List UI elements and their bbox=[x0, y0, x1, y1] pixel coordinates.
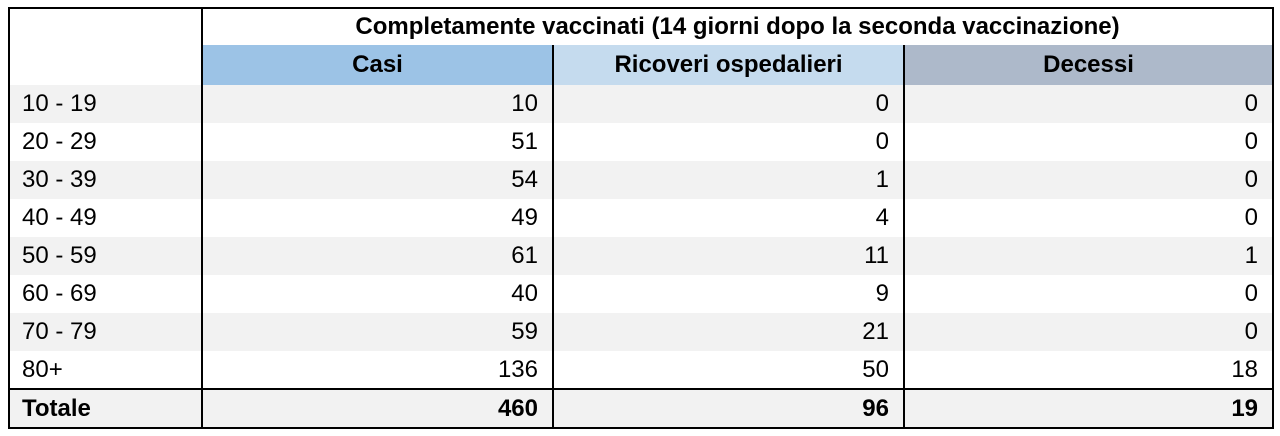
age-label: 40 - 49 bbox=[9, 199, 202, 237]
decessi-value: 0 bbox=[904, 275, 1273, 313]
ricoveri-value: 11 bbox=[553, 237, 904, 275]
ricoveri-value: 0 bbox=[553, 123, 904, 161]
corner-cell bbox=[9, 8, 202, 85]
total-casi-value: 460 bbox=[202, 389, 553, 428]
total-decessi-value: 19 bbox=[904, 389, 1273, 428]
age-label: 70 - 79 bbox=[9, 313, 202, 351]
ricoveri-value: 4 bbox=[553, 199, 904, 237]
table-title: Completamente vaccinati (14 giorni dopo la seconda vaccinazione) bbox=[202, 8, 1273, 45]
ricoveri-value: 1 bbox=[553, 161, 904, 199]
casi-value: 10 bbox=[202, 85, 553, 123]
casi-value: 40 bbox=[202, 275, 553, 313]
table-row bbox=[9, 161, 1273, 199]
total-ricoveri-value: 96 bbox=[553, 389, 904, 428]
table-row bbox=[9, 85, 1273, 123]
age-label: 10 - 19 bbox=[9, 85, 202, 123]
ricoveri-value: 21 bbox=[553, 313, 904, 351]
age-label: 20 - 29 bbox=[9, 123, 202, 161]
age-label: 80+ bbox=[9, 351, 202, 389]
decessi-value: 0 bbox=[904, 199, 1273, 237]
casi-value: 59 bbox=[202, 313, 553, 351]
table-row bbox=[9, 123, 1273, 161]
merged-header-row bbox=[9, 8, 1273, 45]
decessi-value: 0 bbox=[904, 313, 1273, 351]
casi-value: 54 bbox=[202, 161, 553, 199]
table-row bbox=[9, 351, 1273, 389]
age-label: 60 - 69 bbox=[9, 275, 202, 313]
column-header-decessi: Decessi bbox=[904, 45, 1273, 85]
decessi-value: 18 bbox=[904, 351, 1273, 389]
casi-value: 51 bbox=[202, 123, 553, 161]
age-label: 50 - 59 bbox=[9, 237, 202, 275]
vaccination-table bbox=[8, 7, 1274, 429]
total-label: Totale bbox=[9, 389, 202, 428]
decessi-value: 0 bbox=[904, 123, 1273, 161]
casi-value: 49 bbox=[202, 199, 553, 237]
table-row bbox=[9, 313, 1273, 351]
table-row bbox=[9, 275, 1273, 313]
ricoveri-value: 9 bbox=[553, 275, 904, 313]
table-row bbox=[9, 199, 1273, 237]
table-row bbox=[9, 237, 1273, 275]
casi-value: 61 bbox=[202, 237, 553, 275]
column-header-casi: Casi bbox=[202, 45, 553, 85]
decessi-value: 0 bbox=[904, 85, 1273, 123]
decessi-value: 0 bbox=[904, 161, 1273, 199]
ricoveri-value: 0 bbox=[553, 85, 904, 123]
column-header-ricoveri: Ricoveri ospedalieri bbox=[553, 45, 904, 85]
casi-value: 136 bbox=[202, 351, 553, 389]
total-row bbox=[9, 389, 1273, 428]
ricoveri-value: 50 bbox=[553, 351, 904, 389]
decessi-value: 1 bbox=[904, 237, 1273, 275]
age-label: 30 - 39 bbox=[9, 161, 202, 199]
